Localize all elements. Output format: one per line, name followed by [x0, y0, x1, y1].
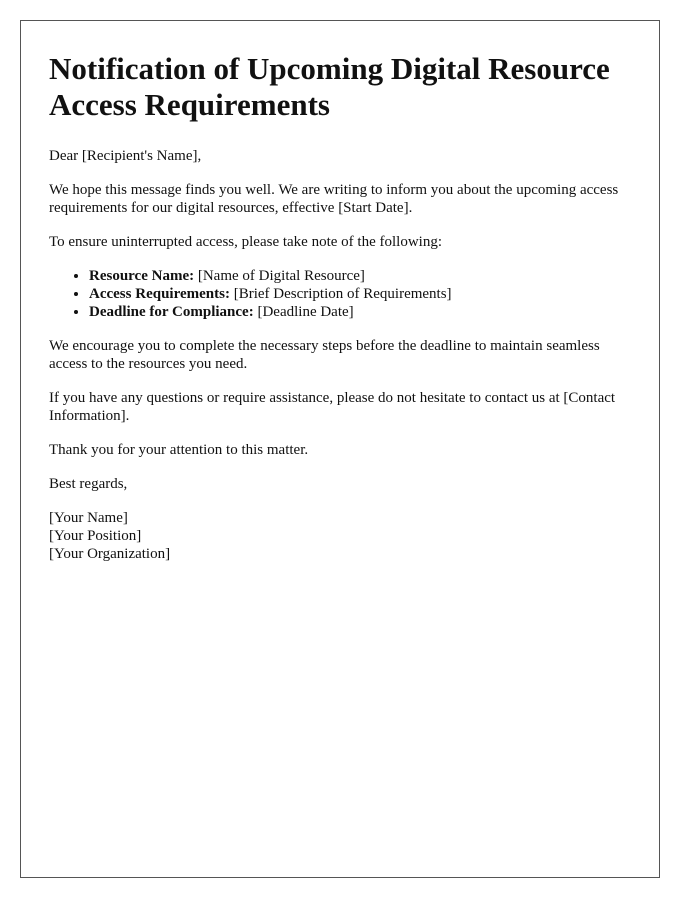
list-item-deadline	[89, 303, 639, 321]
requirements-list	[49, 267, 639, 321]
access-requirements-value: [Brief Description of Requirements]	[233, 286, 452, 302]
salutation: Dear [Recipient's Name],	[49, 148, 202, 164]
closing-text: Best regards,	[49, 476, 128, 492]
deadline-label: Deadline for Compliance:	[89, 304, 254, 320]
letter-title: Notification of Upcoming Digital Resource Access Requirements	[49, 51, 610, 122]
signature-position: [Your Position]	[49, 528, 142, 544]
list-item-access-requirements	[89, 285, 639, 303]
encourage-paragraph: We encourage you to complete the necessary steps before the deadline to maintain seamless access to the resources you need.	[49, 338, 600, 372]
note-intro-paragraph: To ensure uninterrupted access, please take note of the following:	[49, 234, 442, 250]
letter-content	[49, 51, 639, 563]
list-item-resource-name	[89, 267, 639, 285]
signature-name: [Your Name]	[49, 510, 128, 526]
contact-paragraph: If you have any questions or require assistance, please do not hesitate to contact us at [Contact Information].	[49, 390, 616, 424]
resource-name-value: [Name of Digital Resource]	[197, 268, 365, 284]
resource-name-label: Resource Name:	[89, 268, 195, 284]
deadline-value: [Deadline Date]	[257, 304, 354, 320]
intro-paragraph: We hope this message finds you well. We are writing to inform you about the upcoming access requirements for our digital resources, effective [Start Date].	[49, 182, 619, 216]
signature-organization: [Your Organization]	[49, 546, 171, 562]
access-requirements-label: Access Requirements:	[89, 286, 230, 302]
thanks-paragraph: Thank you for your attention to this matter.	[49, 442, 309, 458]
signature-block	[49, 509, 639, 563]
letter-page	[20, 20, 660, 878]
